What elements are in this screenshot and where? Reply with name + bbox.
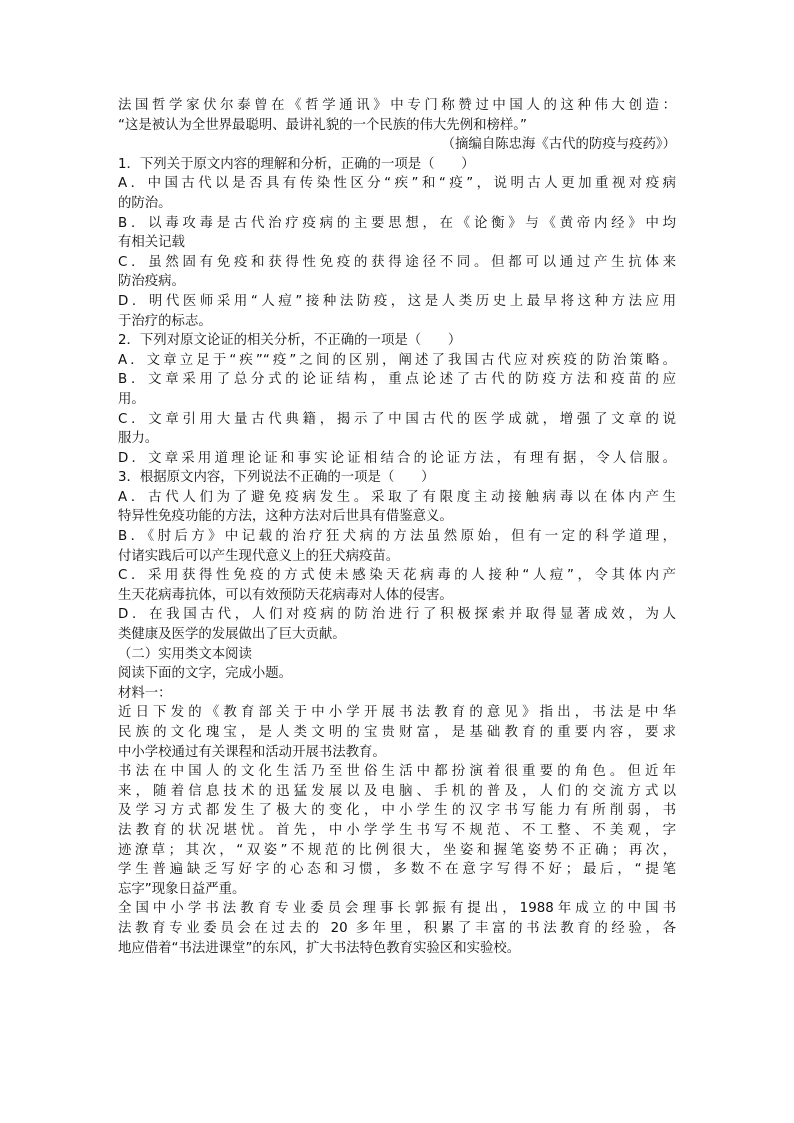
option-b: B．《肘后方》中记载的治疗狂犬病的方法虽然原始，但有一定的科学道理， bbox=[118, 529, 676, 545]
option-d: D．明代医师采用“人痘”接种法防疫，这是人类历史上最早将这种方法应用 bbox=[118, 293, 676, 309]
text-line: 来，随着信息技术的迅猛发展以及电脑、手机的普及，人们的交流方式以 bbox=[118, 783, 676, 799]
option-c: C．采用获得性免疫的方式使未感染天花病毒的人接种“人痘”，令其体内产 bbox=[118, 568, 676, 584]
option-a: A．文章立足于“疾”“疫”之间的区别，阐述了我国古代应对疾疫的防治策略。 bbox=[118, 352, 676, 368]
text-line: 地应借着“书法进课堂”的东风，扩大书法特色教育实验区和实验校。 bbox=[118, 940, 521, 956]
text-line: “这是被认为全世界最聪明、最讲礼貌的一个民族的伟大先例和榜样。” bbox=[118, 117, 527, 133]
text-line: 法教育专业委员会在过去的 20 多年里，积累了丰富的书法教育的经验，各 bbox=[118, 920, 676, 936]
text-line: 书法在中国人的文化生活乃至世俗生活中都扮演着很重要的角色。但近年 bbox=[118, 764, 676, 780]
text-line: 防治疫病。 bbox=[118, 274, 185, 290]
text-line: 忘字”现象日益严重。 bbox=[118, 881, 246, 897]
text-line: 中小学校通过有关课程和活动开展书法教育。 bbox=[118, 744, 386, 760]
text-line: 及学习方式都发生了极大的变化，中小学生的汉字书写能力有所削弱，书 bbox=[118, 803, 676, 819]
text-line: 的防治。 bbox=[118, 195, 172, 211]
question-1: 1．下列关于原文内容的理解和分析，正确的一项是（ ） bbox=[118, 156, 475, 172]
text-line: 学生普遍缺乏写好字的心态和习惯，多数不在意字写得不好；最后，“提笔 bbox=[118, 862, 676, 878]
text-line: 类健康及医学的发展做出了巨大贡献。 bbox=[118, 627, 346, 643]
option-d: D．在我国古代，人们对疫病的防治进行了积极探索并取得显著成效，为人 bbox=[118, 607, 676, 623]
text-line: 付诸实践后可以产生现代意义上的狂犬病疫苗。 bbox=[118, 548, 400, 564]
text-line: 近日下发的《教育部关于中小学开展书法教育的意见》指出，书法是中华 bbox=[118, 705, 676, 721]
text-line: 法教育的状况堪忧。首先，中小学学生书写不规范、不工整、不美观，字 bbox=[118, 822, 676, 838]
text-line: 有相关记载 bbox=[118, 235, 185, 251]
text-line: 用。 bbox=[118, 391, 145, 407]
question-2: 2．下列对原文论证的相关分析，不正确的一项是（ ） bbox=[118, 333, 462, 349]
instruction: 阅读下面的文字，完成小题。 bbox=[118, 666, 293, 682]
text-line: 特异性免疫功能的方法，这种方法对后世具有借鉴意义。 bbox=[118, 509, 453, 525]
source-citation: （摘编自陈忠海《古代的防疫与疫药》） bbox=[441, 137, 676, 153]
option-c: C．虽然固有免疫和获得性免疫的获得途径不同。但都可以通过产生抗体来 bbox=[118, 254, 676, 270]
option-a: A．古代人们为了避免疫病发生。采取了有限度主动接触病毒以在体内产生 bbox=[118, 489, 676, 505]
option-a: A．中国古代以是否具有传染性区分“疾”和“疫”，说明古人更加重视对疫病 bbox=[118, 176, 676, 192]
text-line: 全国中小学书法教育专业委员会理事长郭振有提出，1988年成立的中国书 bbox=[118, 901, 676, 917]
text-line: 民族的文化瑰宝，是人类文明的宝贵财富，是基础教育的重要内容，要求 bbox=[118, 725, 676, 740]
text-line: 法国哲学家伏尔泰曾在《哲学通讯》中专门称赞过中国人的这种伟大创造： bbox=[118, 98, 676, 113]
text-line: 服力。 bbox=[118, 431, 159, 447]
material-label: 材料一： bbox=[118, 685, 172, 701]
text-line: 生天花病毒抗体，可以有效预防天花病毒对人体的侵害。 bbox=[118, 587, 453, 603]
option-d: D．文章采用道理论证和事实论证相结合的论证方法，有理有据，令人信服。 bbox=[118, 450, 676, 466]
section-heading: （二）实用类文本阅读 bbox=[118, 646, 252, 662]
option-b: B．以毒攻毒是古代治疗疫病的主要思想，在《论衡》与《黄帝内经》中均 bbox=[118, 215, 676, 231]
document-page bbox=[118, 96, 676, 958]
question-3: 3．根据原文内容，下列说法不正确的一项是（ ） bbox=[118, 470, 435, 486]
option-b: B．文章采用了总分式的论证结构，重点论述了古代的防疫方法和疫苗的应 bbox=[118, 372, 676, 388]
text-line: 于治疗的标志。 bbox=[118, 313, 212, 329]
text-line: 迹潦草；其次，“双姿”不规范的比例很大，坐姿和握笔姿势不正确；再次， bbox=[118, 842, 676, 858]
option-c: C．文章引用大量古代典籍，揭示了中国古代的医学成就，增强了文章的说 bbox=[118, 411, 676, 427]
